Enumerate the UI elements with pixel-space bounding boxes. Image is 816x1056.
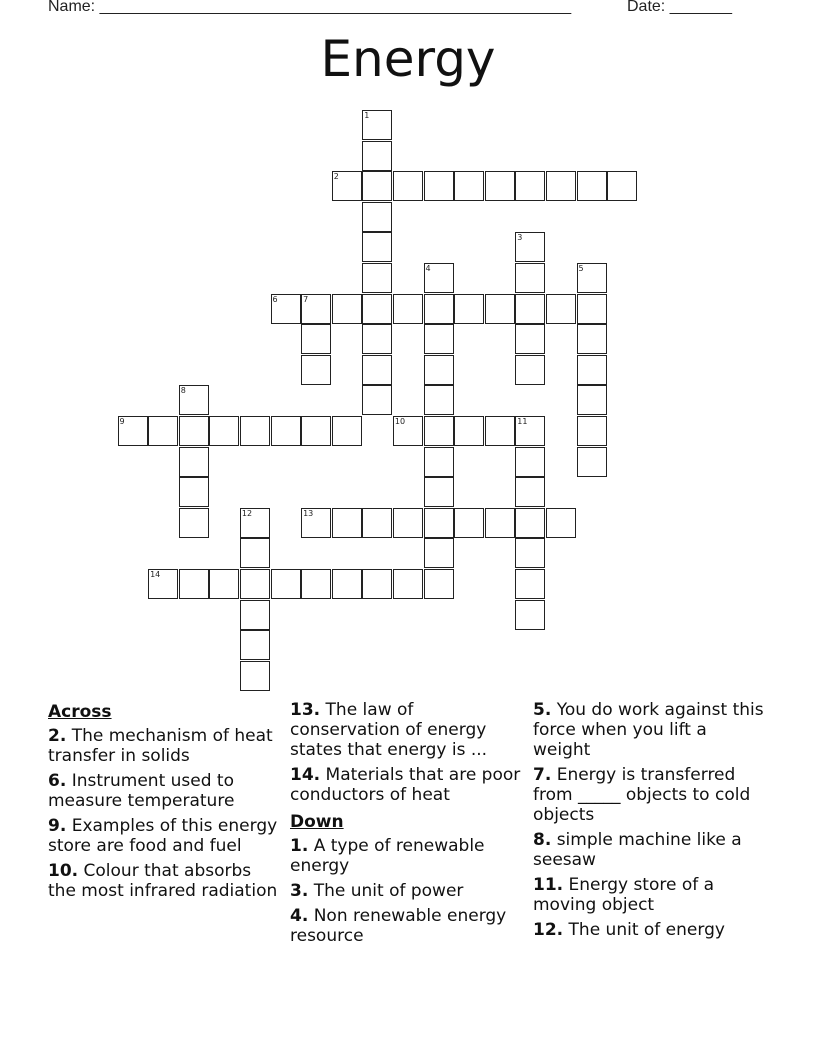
grid-cell[interactable]: [240, 416, 270, 446]
grid-cell[interactable]: [271, 569, 301, 599]
grid-cell[interactable]: [362, 294, 392, 324]
grid-cell[interactable]: [271, 416, 301, 446]
clue-number: 11: [517, 417, 528, 426]
grid-cell[interactable]: [424, 324, 454, 354]
grid-cell[interactable]: [148, 416, 178, 446]
grid-cell[interactable]: [332, 294, 362, 324]
grid-cell[interactable]: [301, 355, 331, 385]
clue-number: 1: [364, 111, 370, 120]
grid-cell[interactable]: [240, 661, 270, 691]
grid-cell[interactable]: [607, 171, 637, 201]
grid-cell[interactable]: [515, 294, 545, 324]
grid-cell[interactable]: [454, 171, 484, 201]
clue-number: 13: [303, 508, 314, 518]
grid-cell[interactable]: [362, 355, 392, 385]
clue-down-7: 7. Energy is transferred from _____ objects to cold objects: [533, 765, 751, 825]
grid-cell[interactable]: [515, 232, 545, 262]
grid-cell[interactable]: [424, 171, 454, 201]
grid-cell[interactable]: [240, 600, 270, 630]
grid-cell[interactable]: [424, 447, 454, 477]
clue-down-12: 12. The unit of energy: [533, 920, 725, 940]
grid-cell[interactable]: [179, 508, 209, 538]
grid-cell[interactable]: [301, 416, 331, 446]
grid-cell[interactable]: [546, 171, 576, 201]
clues-column-3: [533, 700, 769, 945]
grid-cell[interactable]: [577, 263, 607, 293]
clue-across-2: 2. The mechanism of heat transfer in solids: [48, 726, 273, 766]
grid-cell[interactable]: [362, 202, 392, 232]
grid-cell[interactable]: [515, 263, 545, 293]
clue-number: 10: [394, 417, 406, 426]
grid-cell[interactable]: [454, 508, 484, 538]
grid-cell[interactable]: [485, 171, 515, 201]
grid-cell[interactable]: [515, 416, 545, 446]
clue-across-10: 10. Colour that absorbs the most infrared radiation: [48, 861, 278, 901]
grid-cell[interactable]: [240, 630, 270, 660]
grid-cell[interactable]: [577, 171, 607, 201]
grid-cell[interactable]: [362, 569, 392, 599]
grid-cell[interactable]: [515, 324, 545, 354]
grid-cell[interactable]: [424, 263, 454, 293]
grid-cell[interactable]: [118, 416, 148, 446]
clue-number: 3: [517, 233, 523, 243]
grid-cell[interactable]: [362, 171, 392, 201]
grid-cell[interactable]: [546, 508, 576, 538]
grid-cell[interactable]: [515, 355, 545, 385]
grid-cell[interactable]: [332, 416, 362, 446]
grid-cell[interactable]: [485, 416, 515, 446]
clue-across-13: 13. The law of conservation of energy states that energy is ...: [290, 700, 488, 760]
grid-cell[interactable]: [485, 294, 515, 324]
clues-column-2: [290, 700, 526, 951]
grid-cell[interactable]: [179, 447, 209, 477]
grid-cell[interactable]: [362, 110, 392, 140]
grid-cell[interactable]: [454, 416, 484, 446]
grid-cell[interactable]: [179, 416, 209, 446]
grid-cell[interactable]: [301, 294, 331, 324]
grid-cell[interactable]: [424, 416, 454, 446]
clue-down-3: 3. The unit of power: [290, 881, 464, 901]
grid-cell[interactable]: [240, 508, 270, 538]
grid-cell[interactable]: [577, 324, 607, 354]
grid-cell[interactable]: [209, 569, 239, 599]
clue-number: 5: [578, 264, 584, 273]
clue-number: 9: [119, 417, 125, 426]
grid-cell[interactable]: [515, 447, 545, 477]
grid-cell[interactable]: [577, 294, 607, 324]
grid-cell[interactable]: [577, 416, 607, 446]
clue-down-1: 1. A type of renewable energy: [290, 836, 485, 876]
grid-cell[interactable]: [515, 477, 545, 507]
grid-cell[interactable]: [577, 355, 607, 385]
clues-column-1: [48, 700, 284, 906]
grid-cell[interactable]: [393, 171, 423, 201]
grid-cell[interactable]: [577, 447, 607, 477]
name-field[interactable]: Name: _____________________________________________________: [48, 0, 572, 15]
grid-cell[interactable]: [546, 294, 576, 324]
grid-cell[interactable]: [362, 232, 392, 262]
clue-down-11: 11. Energy store of a moving object: [533, 875, 715, 915]
grid-cell[interactable]: [362, 508, 392, 538]
grid-cell[interactable]: [424, 355, 454, 385]
grid-cell[interactable]: [393, 416, 423, 446]
clue-across-14: 14. Materials that are poor conductors of heat: [290, 765, 521, 805]
clue-number: 14: [150, 570, 161, 579]
clue-number: 12: [241, 508, 253, 518]
clue-number: 8: [180, 386, 186, 396]
grid-cell[interactable]: [424, 385, 454, 415]
grid-cell[interactable]: [301, 324, 331, 354]
grid-cell[interactable]: [515, 600, 545, 630]
clue-number: 6: [272, 294, 278, 304]
grid-cell[interactable]: [393, 508, 423, 538]
grid-cell[interactable]: [209, 416, 239, 446]
grid-cell[interactable]: [271, 294, 301, 324]
grid-cell[interactable]: [515, 508, 545, 538]
clue-down-8: 8. simple machine like a seesaw: [533, 830, 742, 870]
grid-cell[interactable]: [179, 569, 209, 599]
grid-cell[interactable]: [148, 569, 178, 599]
across-heading: Across: [48, 702, 112, 722]
grid-cell[interactable]: [577, 385, 607, 415]
grid-cell[interactable]: [424, 538, 454, 568]
down-heading: Down: [290, 812, 344, 832]
clue-number: 4: [425, 264, 431, 273]
grid-cell[interactable]: [301, 569, 331, 599]
clue-number: 2: [333, 172, 339, 182]
grid-cell[interactable]: [424, 477, 454, 507]
clue-down-4: 4. Non renewable energy resource: [290, 906, 507, 946]
grid-cell[interactable]: [179, 385, 209, 415]
clue-number: 7: [303, 294, 309, 304]
grid-cell[interactable]: [424, 508, 454, 538]
grid-cell[interactable]: [362, 141, 392, 171]
grid-cell[interactable]: [362, 324, 392, 354]
grid-cell[interactable]: [362, 263, 392, 293]
grid-cell[interactable]: [301, 508, 331, 538]
grid-cell[interactable]: [454, 294, 484, 324]
clue-across-6: 6. Instrument used to measure temperature: [48, 771, 235, 811]
date-field[interactable]: Date: _______: [627, 0, 732, 15]
clue-down-5: 5. You do work against this force when you lift a weight: [533, 700, 764, 760]
grid-cell[interactable]: [332, 569, 362, 599]
grid-cell[interactable]: [332, 171, 362, 201]
grid-cell[interactable]: [515, 538, 545, 568]
grid-cell[interactable]: [424, 294, 454, 324]
grid-cell[interactable]: [393, 294, 423, 324]
grid-cell[interactable]: [362, 385, 392, 415]
grid-cell[interactable]: [515, 171, 545, 201]
grid-cell[interactable]: [240, 569, 270, 599]
grid-cell[interactable]: [332, 508, 362, 538]
grid-cell[interactable]: [515, 569, 545, 599]
grid-cell[interactable]: [424, 569, 454, 599]
grid-cell[interactable]: [393, 569, 423, 599]
page-title: Energy: [320, 30, 496, 88]
grid-cell[interactable]: [485, 508, 515, 538]
clue-across-9: 9. Examples of this energy store are food and fuel: [48, 816, 278, 856]
grid-cell[interactable]: [240, 538, 270, 568]
grid-cell[interactable]: [179, 477, 209, 507]
